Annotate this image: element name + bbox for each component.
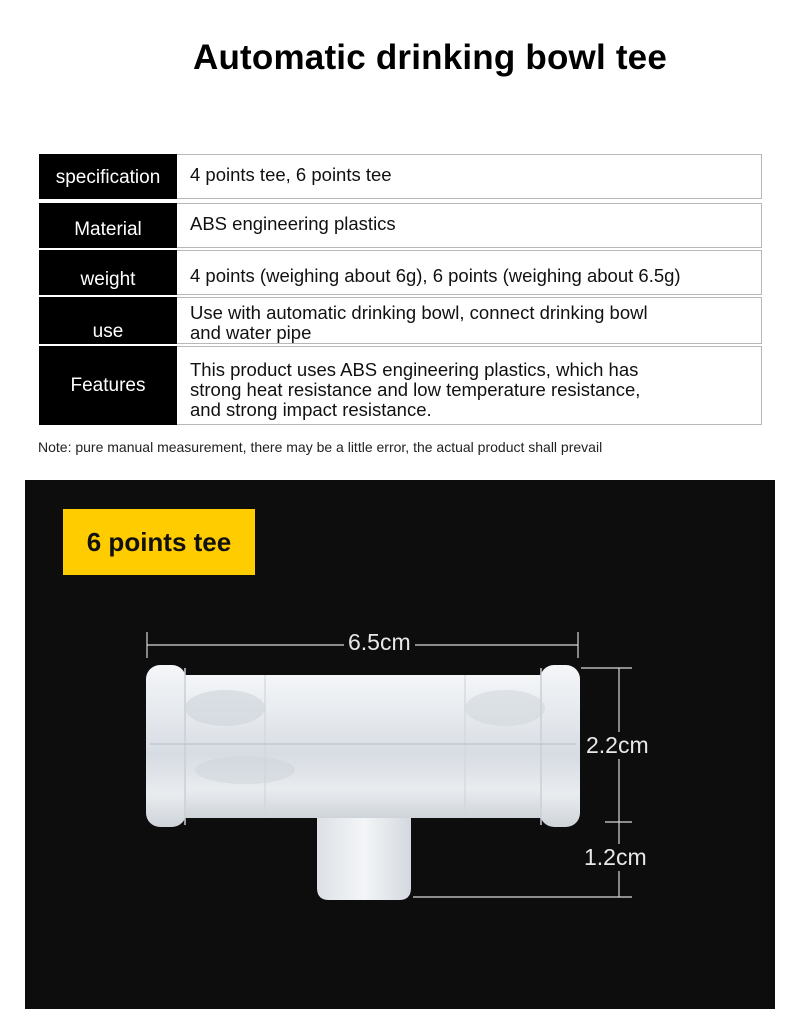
spec-row-use: [39, 297, 762, 344]
height-main-dimension-label: 2.2cm: [582, 732, 653, 759]
spec-row-features: [39, 346, 762, 425]
spec-row-material: [39, 203, 762, 248]
measurement-note: Note: pure manual measurement, there may be a little error, the actual product shall prevail: [38, 439, 603, 455]
width-dimension-label: 6.5cm: [344, 629, 415, 656]
tee-shadow-left: [185, 690, 265, 726]
spec-key: use: [39, 297, 177, 344]
spec-value: [177, 250, 762, 295]
spec-key: specification: [39, 154, 177, 199]
spec-key: Material: [39, 203, 177, 248]
height-branch-dimension-label: 1.2cm: [580, 844, 651, 871]
spec-key: weight: [39, 250, 177, 295]
page-title: Automatic drinking bowl tee: [192, 38, 668, 77]
spec-value-text: 4 points tee, 6 points tee: [190, 164, 392, 185]
spec-value-text: 4 points (weighing about 6g), 6 points (weighing about 6.5g): [190, 265, 681, 286]
spec-key: Features: [39, 346, 177, 425]
tee-left-cap: [146, 665, 186, 827]
spec-value-line: Use with automatic drinking bowl, connect drinking bowl: [190, 302, 648, 323]
tee-right-cap: [540, 665, 580, 827]
spec-value-line: and water pipe: [190, 322, 312, 343]
spec-value: [177, 297, 762, 344]
spec-value-text: ABS engineering plastics: [190, 213, 396, 234]
product-variant-label: 6 points tee: [63, 509, 255, 575]
spec-value: [177, 154, 762, 199]
tee-shadow-lower: [195, 756, 295, 784]
spec-value: [177, 346, 762, 425]
spec-value-line: strong heat resistance and low temperature resistance,: [190, 379, 641, 400]
product-panel: [25, 480, 775, 1009]
spec-value-line: This product uses ABS engineering plastics, which has: [190, 359, 639, 380]
spec-value: [177, 203, 762, 248]
spec-row-weight: [39, 250, 762, 295]
spec-value-line: and strong impact resistance.: [190, 399, 432, 420]
spec-row-specification: [39, 154, 762, 199]
tee-shadow-right: [465, 690, 545, 726]
